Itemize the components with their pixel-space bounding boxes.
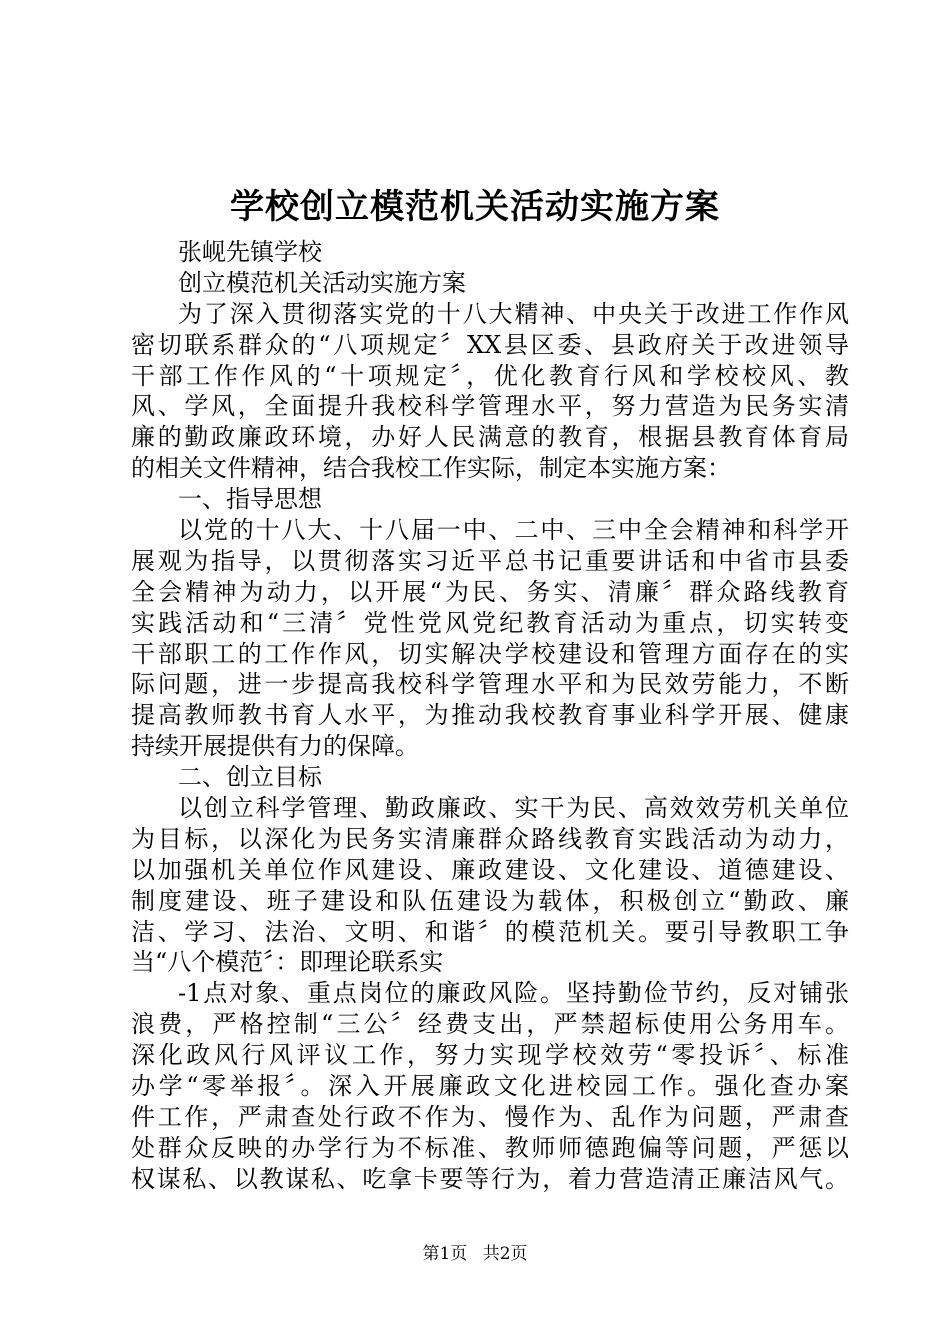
body-line: 干部职工的工作作风，切实解决学校建设和管理方面存在的实 [131,639,849,668]
body-line: 处群众反映的办学行为不标准、教师师德跑偏等问题，严惩以 [131,1133,849,1162]
body-line: 的相关文件精神，结合我校工作实际，制定本实施方案： [131,454,731,483]
document-body [131,237,849,1195]
body-line: 持续开展提供有力的保障。 [131,732,419,761]
body-line: 当“八个模范〞：即理论联系实 [131,948,444,977]
body-line: 一、指导思想 [178,485,322,514]
body-line: 际问题，进一步提高我校科学管理水平和为民效劳能力，不断 [131,670,849,699]
body-line: 以加强机关单位作风建设、廉政建设、文化建设、道德建设、 [131,855,849,884]
body-line: 实践活动和“三清〞党性党风党纪教育活动为重点，切实转变 [131,608,849,637]
body-line: 风、学风，全面提升我校科学管理水平，努力营造为民务实清 [131,392,849,421]
body-line: 提高教师教书育人水平，为推动我校教育事业科学开展、健康 [131,701,849,730]
body-line: 制度建设、班子建设和队伍建设为载体，积极创立“勤政、廉 [131,886,849,915]
body-line: 以党的十八大、十八届一中、二中、三中全会精神和科学开 [178,516,849,545]
body-line: 全会精神为动力，以开展“为民、务实、清廉〞群众路线教育 [131,577,849,606]
body-line: 二、创立目标 [178,763,322,792]
body-line: 浪费，严格控制“三公〞经费支出，严禁超标使用公务用车。 [131,1010,849,1039]
body-line: 密切联系群众的“八项规定〞XX县区委、县政府关于改进领导 [131,330,849,359]
body-line: 展观为指导，以贯彻落实习近平总书记重要讲话和中省市县委 [131,546,849,575]
page-number-total: 共2页 [482,1244,528,1264]
body-line: 为目标，以深化为民务实清廉群众路线教育实践活动为动力， [131,824,849,853]
body-line: 干部工作作风的“十项规定〞，优化教育行风和学校校风、教 [131,361,849,390]
body-line: 办学“零举报〞。深入开展廉政文化进校园工作。强化查办案 [131,1072,849,1101]
body-line: 以创立科学管理、勤政廉政、实干为民、高效效劳机关单位 [178,794,849,823]
body-line: 张岘先镇学校 [178,238,322,266]
body-line: 廉的勤政廉政环境，办好人民满意的教育，根据县教育体育局 [131,423,849,452]
body-line: 创立模范机关活动实施方案 [178,268,466,297]
body-line: -1点对象、重点岗位的廉政风险。坚持勤俭节约，反对铺张 [178,979,849,1008]
page-footer [0,1242,950,1266]
body-line: 为了深入贯彻落实党的十八大精神、中央关于改进工作作风 [178,299,849,328]
page-number-current: 第1页 [422,1244,468,1264]
body-line: 深化政风行风评议工作，努力实现学校效劳“零投诉〞、标准 [131,1041,849,1070]
body-line: 件工作，严肃查处行政不作为、慢作为、乱作为问题，严肃查 [131,1102,849,1131]
document-title: 学校创立模范机关活动实施方案 [230,187,720,227]
body-line: 权谋私、以教谋私、吃拿卡要等行为，着力营造清正廉洁风气。 [131,1164,849,1193]
body-line: 洁、学习、法治、文明、和谐〞的模范机关。要引导教职工争 [131,917,849,946]
